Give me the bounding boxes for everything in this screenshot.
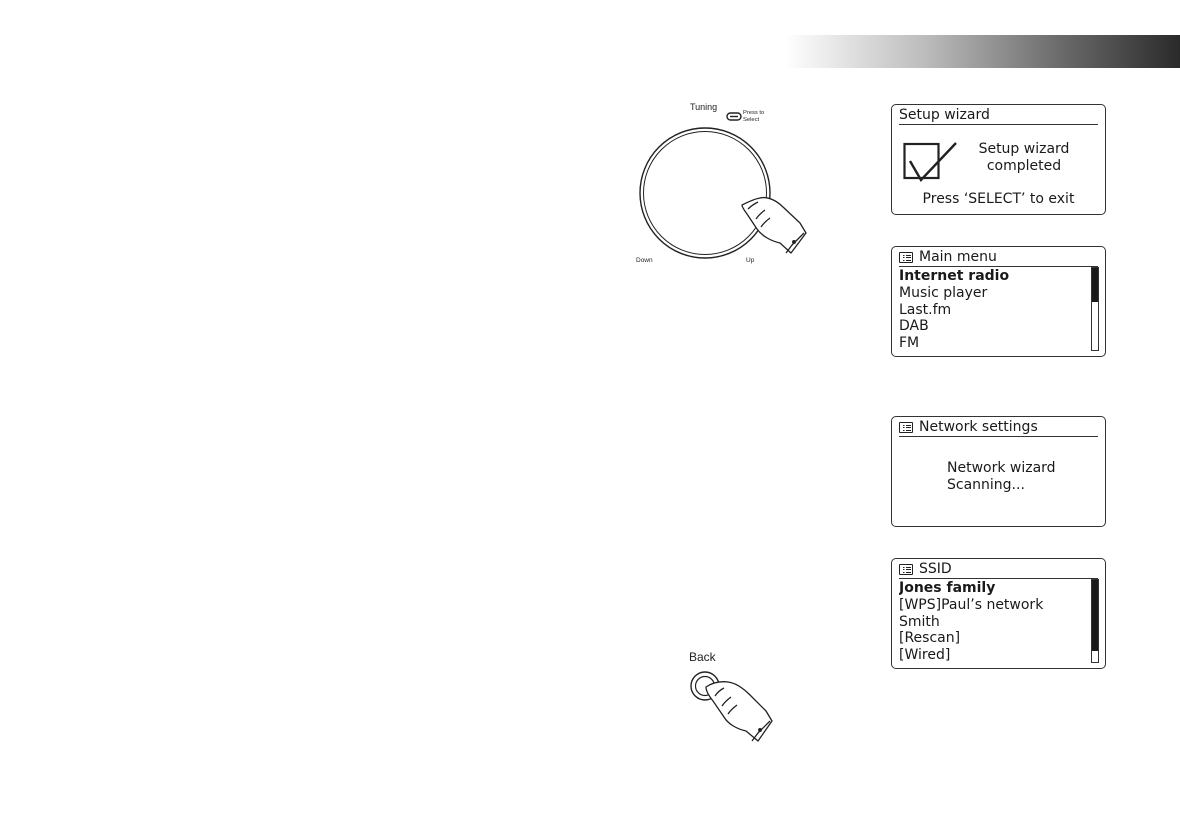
scrollbar[interactable] xyxy=(1091,579,1099,663)
ssid-item[interactable]: Smith xyxy=(899,613,940,630)
ssid-list xyxy=(899,580,1087,664)
press-to-label: Press to xyxy=(743,110,765,116)
ssid-item-wired[interactable]: [Wired] xyxy=(899,647,951,664)
screen-title-bar xyxy=(899,418,1098,437)
back-button-figure xyxy=(680,645,800,755)
checkbox-tick-icon xyxy=(902,141,960,183)
header-gradient-bar xyxy=(785,35,1180,68)
menu-list-icon xyxy=(899,252,913,263)
screen-title-bar xyxy=(899,560,1098,579)
back-label: Back xyxy=(689,650,716,664)
tuning-dial[interactable] xyxy=(640,128,770,258)
tuning-dial-figure xyxy=(630,95,820,270)
pointing-hand-icon xyxy=(706,682,772,741)
menu-item-lastfm[interactable]: Last.fm xyxy=(899,301,952,318)
ssid-item[interactable]: Jones family xyxy=(899,580,996,596)
menu-item-music-player[interactable]: Music player xyxy=(899,284,988,301)
main-menu-list xyxy=(899,268,1087,352)
screen-title: Network settings xyxy=(919,418,1038,435)
menu-item-internet-radio[interactable]: Internet radio xyxy=(899,268,1010,284)
ssid-item-rescan[interactable]: [Rescan] xyxy=(899,630,961,647)
network-message-line1: Network wizard xyxy=(947,460,1056,476)
main-menu-screen xyxy=(891,246,1106,357)
screen-title: Main menu xyxy=(919,248,997,265)
ssid-item[interactable]: [WPS]Paul’s network xyxy=(899,596,1044,613)
screen-title: SSID xyxy=(919,560,952,577)
scrollbar[interactable] xyxy=(1091,267,1099,351)
wizard-message-line1: Setup wizard xyxy=(978,141,1070,157)
ssid-screen xyxy=(891,558,1106,669)
menu-item-dab[interactable]: DAB xyxy=(899,318,929,335)
wizard-message-line2: completed xyxy=(986,158,1062,174)
screen-title-bar xyxy=(899,106,1098,125)
down-label: Down xyxy=(636,257,653,264)
up-label: Up xyxy=(746,257,755,264)
screen-title-bar xyxy=(899,248,1098,267)
screen-title: Setup wizard xyxy=(899,106,990,123)
network-message-line2: Scanning... xyxy=(947,477,1025,493)
wizard-footer-text: Press ‘SELECT’ to exit xyxy=(922,191,1075,207)
tuning-label: Tuning xyxy=(690,102,718,112)
menu-list-icon xyxy=(899,564,913,575)
scroll-thumb[interactable] xyxy=(1092,580,1098,651)
select-label: Select xyxy=(743,117,760,123)
menu-item-fm[interactable]: FM xyxy=(899,335,920,352)
network-settings-screen xyxy=(891,416,1106,527)
menu-list-icon xyxy=(899,422,913,433)
scroll-thumb[interactable] xyxy=(1092,268,1098,302)
setup-wizard-screen xyxy=(891,104,1106,215)
press-select-icon xyxy=(727,113,741,120)
